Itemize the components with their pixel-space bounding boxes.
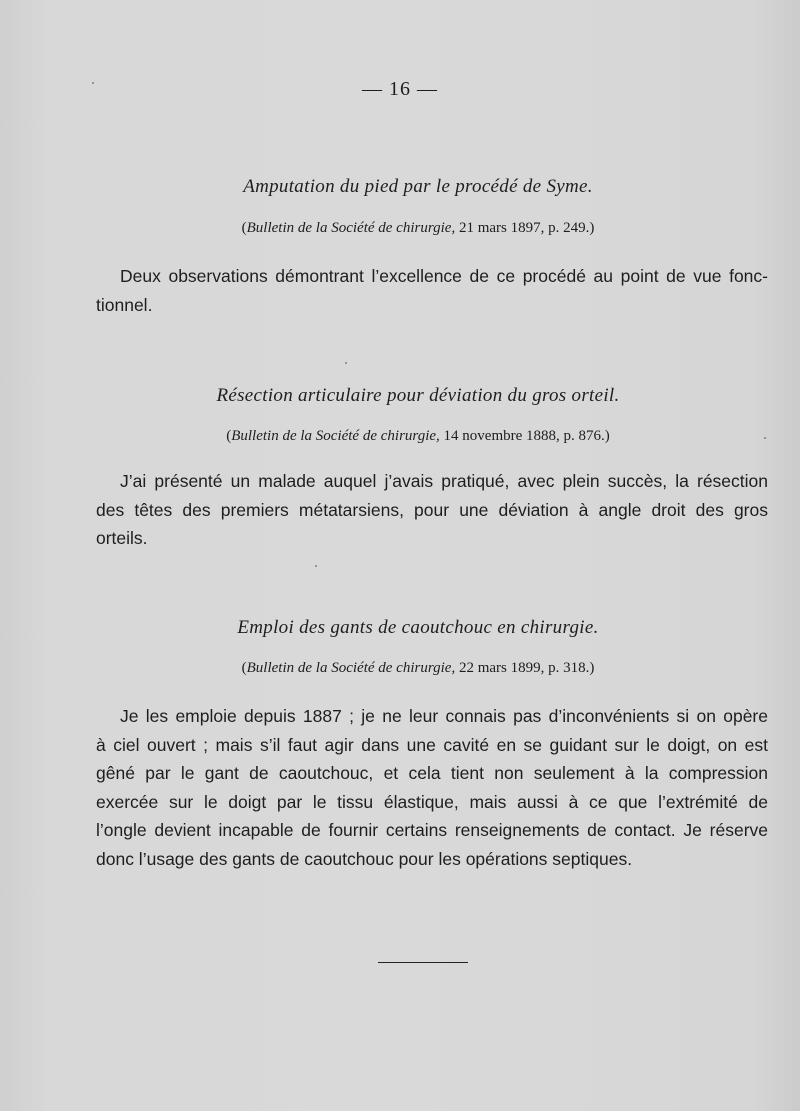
paragraph-syme <box>96 262 768 319</box>
paragraph-line: à ciel ouvert ; mais s’il faut agir dans une cavité en se guidant sur le doigt, on est <box>96 734 768 755</box>
citation-journal: Bulletin de la Société de chirurgie, <box>246 220 456 236</box>
paragraph-resection <box>96 467 768 553</box>
print-speck <box>315 565 317 567</box>
paragraph-line: orteils. <box>96 528 148 548</box>
citation-journal: Bulletin de la Société de chirurgie, <box>231 428 440 444</box>
paragraph-line: donc l’usage des gants de caoutchouc pour les opérations septiques. <box>96 848 633 869</box>
citation-open: ( <box>226 428 232 444</box>
citation-syme <box>0 220 800 237</box>
section-title-resection: Résection articulaire pour déviation du gros orteil. <box>216 385 620 406</box>
page-number: — 16 — <box>362 78 438 100</box>
paragraph-line: Je les emploie depuis 1887 ; je ne leur connais pas d’inconvénients si on opère <box>120 706 768 726</box>
print-speck <box>345 362 347 364</box>
paragraph-line: des têtes des premiers métatarsiens, pour une déviation à angle droit des gros <box>96 499 768 520</box>
section-title-gants: Emploi des gants de caoutchouc en chirurgie. <box>237 617 599 638</box>
citation-date: 21 mars 1897, p. 249.) <box>455 220 595 236</box>
citation-open: ( <box>241 220 247 236</box>
print-speck <box>764 437 766 439</box>
paragraph-line: tionnel. <box>96 294 153 315</box>
citation-resection <box>0 428 800 445</box>
citation-gants <box>0 660 800 677</box>
end-rule <box>378 962 468 963</box>
paragraph-line: J’ai présenté un malade auquel j’avais pratiqué, avec plein succès, la résection <box>120 471 768 491</box>
paragraph-gants <box>96 702 768 873</box>
citation-open: ( <box>241 660 247 676</box>
citation-journal: Bulletin de la Société de chirurgie, <box>246 660 456 676</box>
citation-date: 14 novembre 1888, p. 876.) <box>439 428 610 444</box>
citation-date: 22 mars 1899, p. 318.) <box>455 660 595 676</box>
print-speck <box>92 82 94 84</box>
section-title-syme: Amputation du pied par le procédé de Syme. <box>243 176 593 197</box>
paragraph-line: exercée sur le doigt par le tissu élastique, mais aussi à ce que l’extrémité de <box>96 791 768 812</box>
paragraph-line: gêné par le gant de caoutchouc, et cela tient non seulement à la compression <box>96 763 768 783</box>
paragraph-line: l’ongle devient incapable de fournir certains renseignements de contact. Je réserve <box>96 820 768 840</box>
paragraph-line: Deux observations démontrant l’excellence de ce procédé au point de vue fonc- <box>120 266 768 286</box>
